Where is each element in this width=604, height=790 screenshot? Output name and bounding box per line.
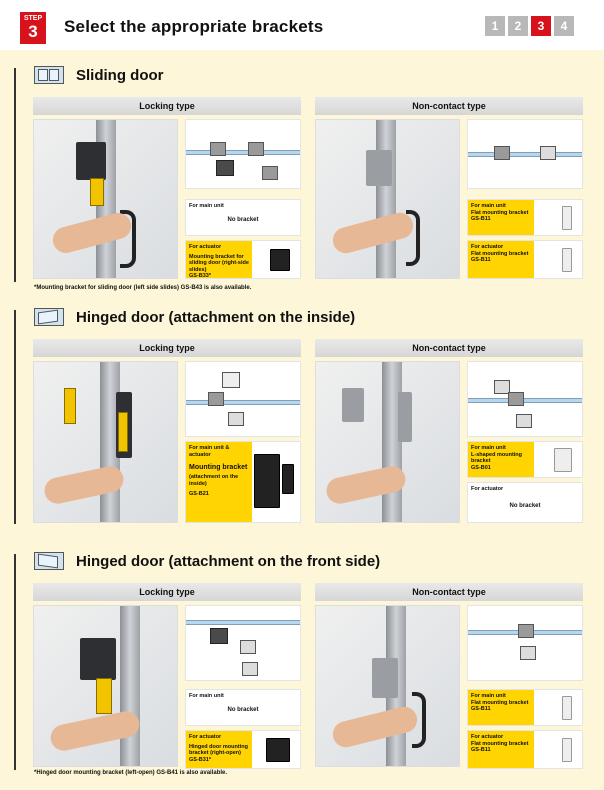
main-unit-label-box [468,442,534,477]
product-photo [33,605,178,767]
actuator-bracket-name: Hinged door mounting bracket (right-open) [189,743,248,756]
product-photo [315,605,460,767]
actuator-label-box [468,241,534,278]
bracket-icon [254,454,280,508]
footnote: *Hinged door mounting bracket (left-open) GS-B41 is also available. [34,770,228,776]
actuator-bracket-code: GS-B31* [189,756,212,763]
no-bracket-text: No bracket [227,707,259,713]
main-unit-label: For main unit [471,445,506,451]
main-unit-bracket-name: L-shaped mounting bracket [471,451,523,464]
step-indicator [485,16,574,36]
panel-locking-type [33,339,301,497]
step-3-current: 3 [531,16,551,36]
step-1: 1 [485,16,505,36]
bracket-icon [562,206,572,230]
product-photo [315,361,460,523]
main-actuator-label-box [186,442,252,522]
section-title: Hinged door (attachment on the inside) [76,308,356,326]
actuator-bracket-name: Flat mounting bracket [471,740,529,747]
actuator-label: For actuator [189,244,222,250]
bracket-diagram [185,361,301,437]
bracket-diagram [467,361,583,437]
bracket-icon [266,738,290,762]
no-bracket-text: No bracket [509,503,541,509]
section-hinged-front [0,550,604,782]
step-badge-number: 3 [28,22,38,41]
page-header [0,0,604,50]
actuator-label-box [186,731,252,768]
step-badge [20,12,46,44]
main-actuator-label: For main unit & actuator [189,445,230,458]
bracket-subtitle: (attachment on the inside) [189,474,239,487]
product-photo [33,119,178,279]
bracket-icon [562,248,572,272]
panel-title: Non-contact type [315,97,583,115]
no-bracket-text: No bracket [227,217,259,223]
main-unit-label: For main unit [189,203,224,209]
main-unit-label-box [468,200,534,235]
main-actuator-cell [185,441,301,523]
actuator-label: For actuator [471,486,504,492]
section-hinged-inside [0,306,604,536]
product-photo [33,361,178,523]
actuator-label: For actuator [189,734,222,740]
main-unit-bracket-code: GS-B11 [471,706,491,712]
panel-title: Non-contact type [315,583,583,601]
actuator-cell [467,730,583,769]
bracket-icon [270,249,290,271]
panel-title: Non-contact type [315,339,583,357]
sliding-door-icon [34,66,64,84]
actuator-label: For actuator [471,244,504,250]
section-rule [14,554,16,770]
page-title: Select the appropriate brackets [64,17,324,36]
actuator-bracket-code: GS-B11 [471,257,491,263]
actuator-bracket-code: GS-B33* [189,273,212,279]
bracket-icon [562,738,572,762]
footnote: *Mounting bracket for sliding door (left side slides) GS-B43 is also available. [34,285,252,291]
main-unit-cell [185,199,301,236]
actuator-cell [467,240,583,279]
bracket-diagram [185,119,301,189]
product-photo [315,119,460,279]
panel-non-contact-type [315,339,583,509]
actuator-bracket-code: GS-B11 [471,747,491,753]
main-unit-bracket-code: GS-B11 [471,216,491,222]
bracket-diagram [185,605,301,681]
section-title: Hinged door (attachment on the front side) [76,552,381,570]
section-sliding-door [0,64,604,294]
section-heading [34,64,164,86]
main-unit-cell [467,199,583,236]
actuator-bracket-name: Mounting bracket for sliding door (right-side slides) [189,253,249,273]
actuator-cell [467,482,583,523]
panel-locking-type [33,583,301,763]
section-title: Sliding door [76,66,164,84]
actuator-cell [185,240,301,279]
hinged-door-icon [34,308,64,326]
bracket-code: GS-B21 [189,491,209,497]
panel-title: Locking type [33,97,301,115]
actuator-label: For actuator [471,734,504,740]
section-heading [34,306,355,328]
bracket-icon [554,448,572,472]
section-rule [14,68,16,282]
main-unit-bracket-name: Flat mounting bracket [471,209,529,216]
actuator-cell [185,730,301,769]
actuator-bracket-name: Flat mounting bracket [471,250,529,257]
panel-locking-type [33,97,301,279]
main-unit-label: For main unit [189,693,224,699]
bracket-diagram [467,119,583,189]
main-unit-bracket-code: GS-B01 [471,464,491,471]
bracket-icon [562,696,572,720]
main-unit-cell [185,689,301,726]
step-badge-label: STEP [23,15,43,22]
actuator-label-box [186,241,252,278]
section-rule [14,310,16,524]
main-unit-label: For main unit [471,203,506,209]
main-unit-bracket-name: Flat mounting bracket [471,699,529,706]
panel-title: Locking type [33,583,301,601]
step-2: 2 [508,16,528,36]
bracket-name: Mounting bracket [189,464,248,471]
bracket-icon-small [282,464,294,494]
panel-non-contact-type [315,97,583,263]
main-unit-label-box [468,690,534,725]
hinged-door-icon [34,552,64,570]
step-4: 4 [554,16,574,36]
panel-non-contact-type [315,583,583,753]
actuator-label-box [468,731,534,768]
main-unit-label: For main unit [471,693,506,699]
main-unit-cell [467,441,583,478]
bracket-diagram [467,605,583,681]
section-heading [34,550,380,572]
main-unit-cell [467,689,583,726]
panel-title: Locking type [33,339,301,357]
